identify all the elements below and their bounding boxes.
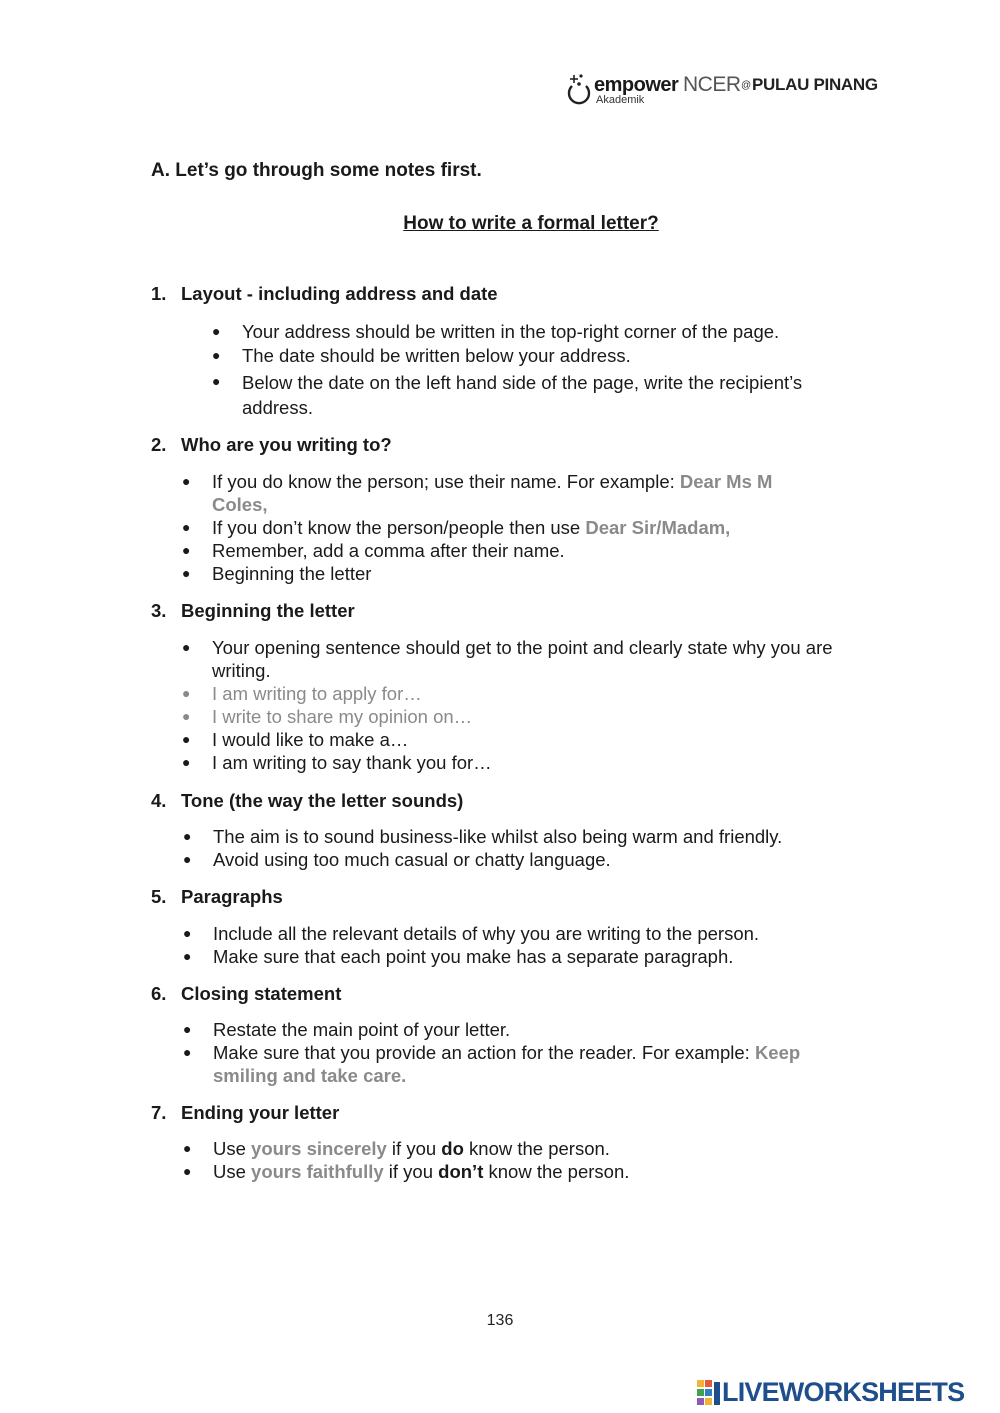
bullet-icon: ● xyxy=(183,948,192,964)
logo-mark-icon xyxy=(566,72,592,106)
bullet-icon: ● xyxy=(183,925,192,941)
example-text: Keep smiling and take care. xyxy=(213,1042,801,1087)
example-text: Dear Ms M Coles, xyxy=(212,471,773,516)
empowerncer-logo xyxy=(566,70,886,110)
section-number: 4. xyxy=(151,790,167,811)
section-number: 1. xyxy=(151,283,167,304)
bullet-icon: ● xyxy=(182,519,191,535)
bullet-icon: ● xyxy=(183,1140,192,1156)
section-title: Ending your letter xyxy=(181,1102,340,1123)
page-title: How to write a formal letter? xyxy=(403,213,659,234)
liveworksheets-icon xyxy=(697,1380,721,1406)
section-a-heading: A. Let’s go through some notes first. xyxy=(151,160,482,181)
bullet-icon: ● xyxy=(183,1021,192,1037)
example-text: yours faithfully xyxy=(251,1161,384,1182)
example-text: Dear Sir/Madam, xyxy=(585,517,731,538)
bullet-icon: ● xyxy=(182,473,191,489)
bullet-icon: ● xyxy=(182,754,191,770)
logo-pulau-pinang: PULAU PINANG xyxy=(752,75,878,94)
bullet-icon: ● xyxy=(183,1163,192,1179)
bullet-icon: ● xyxy=(183,851,192,867)
section-number: 3. xyxy=(151,600,167,621)
bullet-icon: ● xyxy=(182,731,191,747)
bullet-icon: ● xyxy=(182,565,191,581)
bullet-icon: ● xyxy=(212,347,221,363)
page-number: 136 xyxy=(486,1312,514,1329)
logo-empower: empower xyxy=(594,74,679,96)
section-number: 5. xyxy=(151,886,167,907)
bullet-icon: ● xyxy=(182,708,191,724)
section-title: Beginning the letter xyxy=(181,600,355,621)
bullet-icon: ● xyxy=(183,828,192,844)
section-title: Layout - including address and date xyxy=(181,283,498,304)
section-title: Closing statement xyxy=(181,983,342,1004)
logo-ncer: NCER xyxy=(683,73,741,96)
bullet-icon: ● xyxy=(212,323,221,339)
bullet-icon: ● xyxy=(182,639,191,655)
logo-akademik: Akademik xyxy=(596,94,645,106)
liveworksheets-text: LIVEWORKSHEETS xyxy=(722,1377,965,1407)
bullet-icon: ● xyxy=(182,542,191,558)
section-number: 6. xyxy=(151,983,167,1004)
bullet-icon: ● xyxy=(212,373,221,389)
section-title: Tone (the way the letter sounds) xyxy=(181,790,464,811)
section-title: Who are you writing to? xyxy=(181,434,392,455)
example-text: yours sincerely xyxy=(251,1138,387,1159)
section-title: Paragraphs xyxy=(181,886,283,907)
logo-at: @ xyxy=(741,80,752,91)
section-number: 2. xyxy=(151,434,167,455)
bullet-icon: ● xyxy=(183,1044,192,1060)
bullet-icon: ● xyxy=(182,685,191,701)
section-number: 7. xyxy=(151,1102,167,1123)
liveworksheets-logo xyxy=(697,1377,997,1409)
